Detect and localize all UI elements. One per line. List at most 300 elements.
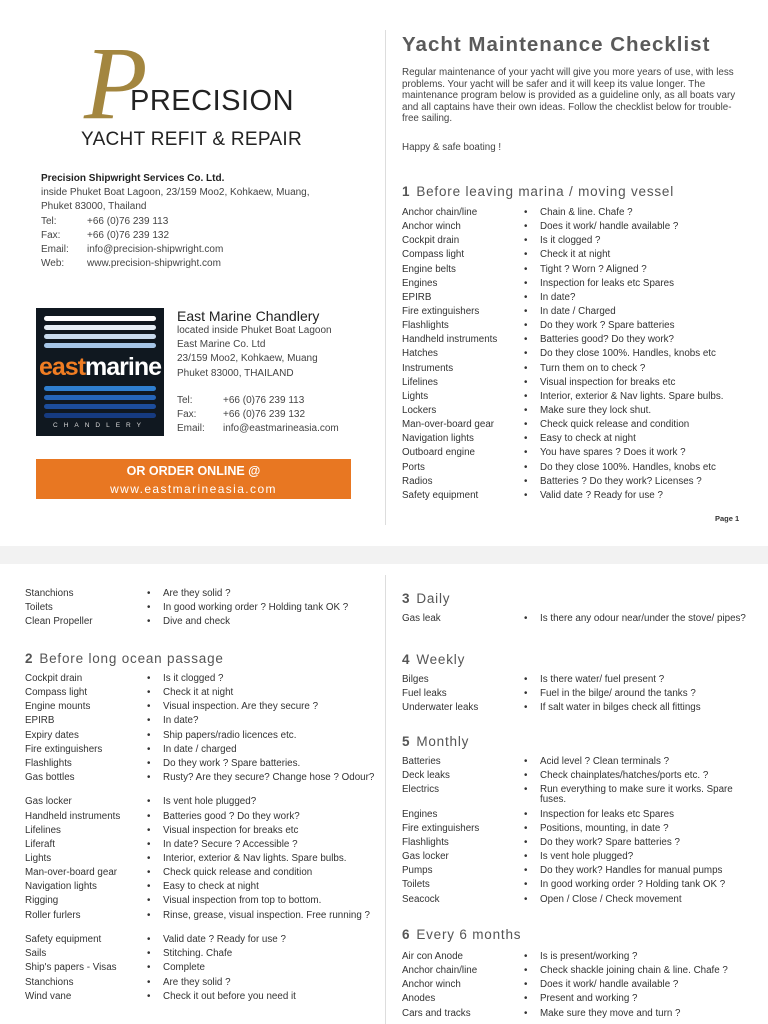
checklist-item-check: Complete [163, 962, 205, 974]
bullet-icon: • [524, 879, 528, 891]
checklist-item-check: Batteries good ? Do they work? [163, 810, 300, 822]
section-title: Before long ocean passage [39, 651, 224, 666]
checklist-item-check: Do they work? Handles for manual pumps [540, 865, 723, 877]
checklist-item-check: Is there water/ fuel present ? [540, 674, 665, 685]
checklist-item-check: Is it clogged ? [540, 235, 601, 247]
checklist-item-check: Do they close 100%. Handles, knobs etc [540, 461, 716, 473]
checklist-item-check: In good working order ? Holding tank OK ? [163, 602, 349, 614]
checklist-item-label: Electrics [402, 784, 440, 796]
checklist-item-check: Interior, exterior & Nav lights. Spare bulbs. [163, 853, 347, 865]
section-title: Daily [416, 591, 451, 606]
logo-text-east: east [39, 353, 86, 381]
checklist-row [402, 433, 747, 447]
checklist-row [402, 391, 747, 405]
precision-address-line1: inside Phuket Boat Lagoon, 23/159 Moo2, Kohkaew, Muang, [41, 187, 310, 199]
bullet-icon: • [147, 701, 151, 713]
checklist-item-label: Cockpit drain [25, 673, 83, 684]
checklist-item-check: Check quick release and condition [540, 419, 690, 431]
order-online-label: OR ORDER ONLINE @ [126, 464, 261, 478]
checklist-item-check: Check shackle joining chain & line. Chafe ? [540, 965, 728, 977]
section-heading-1 [402, 184, 674, 199]
bullet-icon: • [524, 489, 528, 501]
checklist-item-check: Make sure they move and turn ? [540, 1007, 681, 1019]
checklist-row [402, 851, 747, 865]
bullet-icon: • [147, 771, 151, 783]
checklist-item-label: Hatches [402, 348, 438, 360]
checklist-row [402, 809, 747, 823]
checklist-row [402, 320, 747, 334]
precision-tel [41, 215, 310, 229]
checklist-item-label: Man-over-board gear [25, 867, 118, 879]
bullet-icon: • [147, 824, 151, 836]
bullet-icon: • [524, 433, 528, 445]
checklist-row [402, 823, 747, 837]
checklist-row [402, 993, 747, 1007]
checklist-row [402, 221, 747, 235]
logo-text [39, 353, 161, 382]
checklist-row [402, 613, 747, 638]
checklist-row [402, 784, 747, 809]
bullet-icon: • [524, 993, 528, 1005]
checklist-row [402, 879, 747, 893]
bullet-icon: • [524, 865, 528, 877]
checklist-row [25, 758, 375, 772]
checklist-item-check: Do they work? Spare batteries ? [540, 837, 680, 849]
checklist-item-label: EPIRB [402, 291, 432, 303]
checklist-item-check: Rinse, grease, visual inspection. Free running ? [163, 909, 370, 921]
checklist-item-check: Does it work/ handle available ? [540, 221, 679, 233]
checklist-row [25, 588, 375, 602]
checklist-row [402, 419, 747, 433]
precision-address-line2: Phuket 83000, Thailand [41, 201, 147, 213]
email-label: Email: [41, 244, 69, 256]
logo-wave [44, 316, 156, 321]
checklist-row [25, 715, 375, 729]
logo-wave [44, 413, 156, 418]
em-line4: Phuket 83000, THAILAND [177, 367, 294, 379]
checklist-item-check: In good working order ? Holding tank OK ? [540, 879, 726, 891]
checklist-item-label: Liferaft [25, 838, 55, 850]
checklist-item-check: Easy to check at night [540, 433, 636, 445]
checklist-row [402, 1008, 747, 1022]
bullet-icon: • [147, 934, 151, 946]
checklist-item-label: Fire extinguishers [402, 822, 480, 834]
checklist-item-label: Navigation lights [402, 433, 474, 445]
bullet-icon: • [524, 979, 528, 991]
checklist-row [402, 334, 747, 348]
east-marine-logo [36, 308, 164, 436]
checklist-item-check: Is vent hole plugged? [163, 796, 257, 808]
section-number: 5 [402, 734, 411, 749]
checklist-row [402, 447, 747, 461]
checklist-item-check: Positions, mounting, in date ? [540, 822, 669, 834]
checklist-item-check: Present and working ? [540, 993, 638, 1005]
checklist-row [25, 867, 375, 881]
checklist-item-check: Easy to check at night [163, 881, 259, 893]
checklist-item-check: In date / charged [163, 743, 237, 755]
section-title: Every 6 months [416, 927, 522, 942]
page-break [0, 546, 768, 564]
bullet-icon: • [524, 221, 528, 233]
bullet-icon: • [524, 404, 528, 416]
checklist-row [402, 292, 747, 306]
checklist-item-label: Flashlights [402, 320, 449, 332]
checklist-item-check: Check it out before you need it [163, 990, 296, 1002]
column-divider [385, 575, 386, 1024]
logo-wordmark: PRECISION [130, 85, 295, 117]
checklist-row [25, 730, 375, 744]
bullet-icon: • [524, 291, 528, 303]
checklist-item-check: Make sure they lock shut. [540, 404, 652, 416]
section-heading-6 [402, 927, 521, 942]
checklist-item-check: If salt water in bilges check all fittings [540, 702, 701, 714]
bullet-icon: • [147, 853, 151, 865]
bullet-icon: • [524, 461, 528, 473]
tel-value: +66 (0)76 239 113 [87, 215, 169, 227]
checklist-item-check: Is there any odour near/under the stove/ pipes? [540, 613, 746, 624]
checklist-item-check: Is is present/working ? [540, 951, 638, 962]
checklist-item-label: Fuel leaks [402, 688, 447, 700]
bullet-icon: • [147, 909, 151, 921]
checklist-row [402, 837, 747, 851]
bullet-icon: • [524, 263, 528, 275]
checklist-section-4 [402, 674, 747, 716]
section-heading-4 [402, 652, 465, 667]
bullet-icon: • [524, 674, 528, 685]
checklist-row [25, 673, 375, 687]
checklist-item-label: Gas locker [25, 796, 72, 808]
checklist-item-check: Inspection for leaks etc Spares [540, 808, 674, 820]
checklist-item-label: Air con Anode [402, 951, 464, 962]
email-link[interactable]: info@eastmarineasia.com [223, 423, 339, 435]
bullet-icon: • [524, 320, 528, 332]
bullet-icon: • [524, 822, 528, 834]
em-line1: located inside Phuket Boat Lagoon [177, 325, 332, 336]
bullet-icon: • [147, 729, 151, 741]
em-tel [177, 394, 339, 408]
checklist-item-label: Stanchions [25, 588, 74, 599]
logo-letter: P [84, 26, 148, 141]
checklist-item-label: Ship's papers - Visas [25, 962, 117, 974]
checklist-item-label: Stanchions [25, 976, 74, 988]
checklist-row [402, 462, 747, 476]
section-number: 6 [402, 927, 411, 942]
bullet-icon: • [524, 851, 528, 863]
checklist-row [25, 839, 375, 853]
precision-org-name: Precision Shipwright Services Co. Ltd. [41, 173, 225, 184]
checklist-item-check: Valid date ? Ready for use ? [540, 489, 663, 501]
logo-subtitle: YACHT REFIT & REPAIR [81, 129, 303, 150]
fax-label: Fax: [41, 229, 61, 241]
checklist-row [402, 249, 747, 263]
checklist-item-check: Are they solid ? [163, 976, 231, 988]
checklist-item-label: Anchor chain/line [402, 965, 478, 977]
checklist-item-check: Visual inspection from top to bottom. [163, 895, 322, 907]
checklist-item-label: Fire extinguishers [402, 305, 480, 317]
checklist-row [25, 991, 375, 1005]
bullet-icon: • [524, 784, 528, 796]
bullet-icon: • [524, 419, 528, 431]
checklist-row [402, 979, 747, 993]
tel-label: Tel: [41, 215, 57, 227]
checklist-item-label: Handheld instruments [25, 810, 121, 822]
checklist-item-label: Flashlights [25, 757, 72, 769]
checklist-item-label: Ports [402, 461, 425, 473]
checklist-item-check: Are they solid ? [163, 588, 231, 599]
bullet-icon: • [147, 796, 151, 808]
checklist-item-label: Gas leak [402, 613, 441, 624]
logo-wave [44, 343, 156, 348]
logo-wave [44, 325, 156, 330]
checklist-item-label: Lifelines [402, 376, 438, 388]
checklist-row [25, 825, 375, 839]
checklist-row [402, 894, 747, 908]
bullet-icon: • [147, 881, 151, 893]
checklist-item-check: Check it at night [540, 249, 611, 261]
checklist-item-label: Instruments [402, 362, 454, 374]
east-marine-info [177, 324, 339, 436]
checklist-item-label: Lights [25, 853, 52, 865]
checklist-row [402, 476, 747, 490]
email-link[interactable]: info@precision-shipwright.com [87, 244, 224, 256]
checklist-row [25, 910, 375, 935]
fax-value: +66 (0)76 239 132 [223, 409, 306, 421]
bullet-icon: • [524, 348, 528, 360]
tel-label: Tel: [177, 394, 193, 406]
bullet-icon: • [524, 1007, 528, 1019]
checklist-item-label: Cockpit drain [402, 235, 460, 247]
checklist-item-label: Lockers [402, 404, 437, 416]
checklist-row [25, 895, 375, 909]
checklist-row [25, 948, 375, 962]
checklist-item-check: Is vent hole plugged? [540, 851, 634, 863]
checklist-item-check: Batteries ? Do they work? Licenses ? [540, 475, 702, 487]
checklist-row [402, 965, 747, 979]
checklist-item-check: Inspection for leaks etc Spares [540, 277, 674, 289]
precision-web [41, 257, 310, 271]
checklist-item-check: Do they work ? Spare batteries [540, 320, 675, 332]
checklist-row [402, 951, 747, 965]
checklist-item-check: Check chainplates/hatches/ports etc. ? [540, 770, 709, 782]
checklist-row [25, 744, 375, 758]
em-email [177, 422, 339, 436]
checklist-section-1 [402, 207, 747, 504]
checklist-section-1-continued [25, 588, 375, 630]
checklist-row [402, 278, 747, 292]
checklist-row [402, 702, 747, 716]
checklist-item-label: Flashlights [402, 837, 449, 849]
checklist-row [402, 377, 747, 391]
checklist-item-label: Sails [25, 948, 47, 960]
section-number: 1 [402, 184, 411, 199]
checklist-item-label: Bilges [402, 674, 429, 685]
precision-email [41, 243, 310, 257]
tel-value: +66 (0)76 239 113 [223, 394, 305, 406]
checklist-row [402, 207, 747, 221]
checklist-item-label: Deck leaks [402, 770, 450, 782]
checklist-item-check: Is it clogged ? [163, 673, 224, 684]
section-number: 3 [402, 591, 411, 606]
bullet-icon: • [147, 948, 151, 960]
column-divider [385, 30, 386, 525]
checklist-item-check: Visual inspection. Are they secure ? [163, 701, 319, 713]
checklist-item-label: Anchor winch [402, 979, 461, 991]
checklist-item-check: Tight ? Worn ? Aligned ? [540, 263, 647, 275]
checklist-row [402, 306, 747, 320]
checklist-item-check: In date? [163, 715, 199, 727]
page-number: Page 1 [715, 514, 740, 523]
order-online-banner[interactable] [36, 459, 351, 499]
checklist-row [25, 962, 375, 976]
checklist-section-6 [402, 951, 747, 1022]
checklist-item-label: Navigation lights [25, 881, 97, 893]
checklist-row [25, 881, 375, 895]
checklist-row [25, 977, 375, 991]
east-marine-title: East Marine Chandlery [177, 308, 320, 324]
checklist-item-label: Toilets [402, 879, 430, 891]
happy-line: Happy & safe boating ! [402, 142, 502, 153]
checklist-section-5 [402, 756, 747, 908]
checklist-item-label: Anodes [402, 993, 436, 1005]
bullet-icon: • [524, 808, 528, 820]
checklist-item-check: Rusty? Are they secure? Change hose ? Odour? [163, 771, 375, 783]
checklist-row [402, 348, 747, 362]
checklist-row [25, 772, 375, 797]
web-link[interactable]: www.precision-shipwright.com [87, 258, 221, 270]
bullet-icon: • [147, 687, 151, 699]
checklist-item-label: Safety equipment [25, 934, 102, 946]
checklist-item-label: Lifelines [25, 824, 61, 836]
section-number: 2 [25, 651, 34, 666]
bullet-icon: • [524, 756, 528, 767]
bullet-icon: • [524, 334, 528, 346]
precision-fax [41, 229, 310, 243]
order-online-url[interactable]: www.eastmarineasia.com [110, 482, 277, 496]
checklist-item-check: Does it work/ handle available ? [540, 979, 679, 991]
bullet-icon: • [524, 770, 528, 782]
checklist-item-check: Stitching. Chafe [163, 948, 233, 960]
checklist-row [402, 688, 747, 702]
checklist-row [402, 363, 747, 377]
bullet-icon: • [147, 602, 151, 614]
checklist-row [25, 701, 375, 715]
checklist-row [25, 687, 375, 701]
section-title: Weekly [416, 652, 466, 667]
checklist-row [402, 490, 747, 504]
bullet-icon: • [524, 305, 528, 317]
checklist-item-label: Gas bottles [25, 771, 75, 783]
section-title: Monthly [416, 734, 470, 749]
bullet-icon: • [147, 895, 151, 907]
checklist-row [402, 405, 747, 419]
checklist-item-label: Outboard engine [402, 447, 475, 459]
checklist-item-check: Check quick release and condition [163, 867, 313, 879]
checklist-row [25, 853, 375, 867]
checklist-item-label: Engines [402, 808, 438, 820]
checklist-item-label: Handheld instruments [402, 334, 498, 346]
checklist-section-3 [402, 613, 747, 638]
checklist-item-check: Visual inspection for breaks etc [163, 824, 299, 836]
checklist-item-label: Safety equipment [402, 489, 479, 501]
bullet-icon: • [147, 976, 151, 988]
bullet-icon: • [147, 990, 151, 1002]
checklist-row [25, 602, 375, 616]
checklist-section-2 [25, 673, 375, 1005]
checklist-row [402, 770, 747, 784]
logo-wave [44, 395, 156, 400]
bullet-icon: • [147, 962, 151, 974]
section-heading-5 [402, 734, 469, 749]
section-heading-3 [402, 591, 450, 606]
bullet-icon: • [524, 893, 528, 905]
fax-label: Fax: [177, 409, 197, 421]
bullet-icon: • [147, 867, 151, 879]
checklist-item-check: Valid date ? Ready for use ? [163, 934, 286, 946]
web-label: Web: [41, 258, 65, 270]
section-title: Before leaving marina / moving vessel [416, 184, 675, 199]
bullet-icon: • [524, 447, 528, 459]
checklist-item-label: Pumps [402, 865, 433, 877]
checklist-item-check: Batteries good? Do they work? [540, 334, 674, 346]
checklist-item-check: Do they close 100%. Handles, knobs etc [540, 348, 716, 360]
bullet-icon: • [147, 838, 151, 850]
bullet-icon: • [147, 757, 151, 769]
logo-wave [44, 334, 156, 339]
checklist-item-check: Open / Close / Check movement [540, 893, 682, 905]
email-label: Email: [177, 423, 205, 435]
bullet-icon: • [147, 673, 151, 684]
checklist-item-label: Engines [402, 277, 438, 289]
checklist-item-label: Anchor chain/line [402, 207, 478, 218]
bullet-icon: • [524, 390, 528, 402]
bullet-icon: • [524, 613, 528, 624]
logo-text-marine: marine [85, 353, 162, 381]
bullet-icon: • [524, 376, 528, 388]
checklist-row [25, 811, 375, 825]
bullet-icon: • [147, 715, 151, 727]
checklist-item-check: In date? Secure ? Accessible ? [163, 838, 298, 850]
checklist-item-check: In date / Charged [540, 305, 616, 317]
checklist-row [402, 264, 747, 278]
checklist-item-label: Cars and tracks [402, 1007, 471, 1019]
checklist-item-label: Expiry dates [25, 729, 79, 741]
checklist-item-check: In date? [540, 291, 576, 303]
bullet-icon: • [524, 702, 528, 714]
bullet-icon: • [147, 616, 151, 628]
checklist-item-label: Anchor winch [402, 221, 461, 233]
bullet-icon: • [524, 688, 528, 700]
intro-paragraph: Regular maintenance of your yacht will give you more years of use, with less problems. Your yacht will be safer and it will keep its value longer. The maintenance program below is provided as a guideline only, as all boats vary and all captains have their own ideas. Follow the checklist below for trouble-free sailing. [402, 67, 736, 124]
checklist-item-label: Compass light [402, 249, 465, 261]
checklist-item-label: Lights [402, 390, 429, 402]
checklist-row [25, 934, 375, 948]
checklist-item-check: Interior, exterior & Nav lights. Spare bulbs. [540, 390, 724, 402]
checklist-row [402, 756, 747, 770]
checklist-item-label: Gas locker [402, 851, 449, 863]
checklist-item-label: Clean Propeller [25, 616, 93, 628]
checklist-item-check: Dive and check [163, 616, 230, 628]
section-heading-2 [25, 651, 224, 666]
page-title: Yacht Maintenance Checklist [402, 33, 711, 56]
checklist-item-label: Fire extinguishers [25, 743, 103, 755]
em-line3: 23/159 Moo2, Kohkaew, Muang [177, 353, 318, 365]
bullet-icon: • [147, 810, 151, 822]
bullet-icon: • [524, 837, 528, 849]
precision-contact [41, 172, 310, 271]
em-line2: East Marine Co. Ltd [177, 339, 266, 351]
bullet-icon: • [524, 207, 528, 218]
bullet-icon: • [524, 951, 528, 962]
